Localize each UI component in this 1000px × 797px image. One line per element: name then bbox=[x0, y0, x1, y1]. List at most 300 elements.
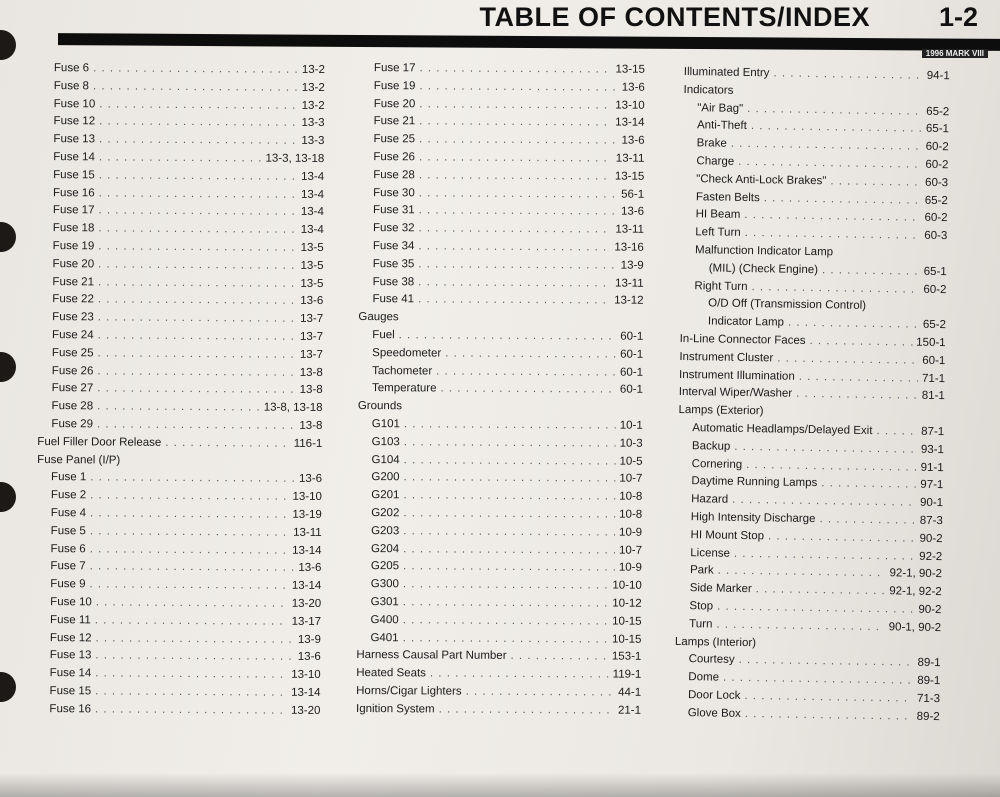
index-entry bbox=[54, 76, 325, 94]
entry-page-ref: 44-1 bbox=[618, 686, 642, 699]
entry-topic: Fuse 10 bbox=[53, 97, 96, 110]
entry-page-ref: 13-11 bbox=[615, 277, 644, 290]
entry-page-ref: 60-2 bbox=[925, 158, 949, 172]
index-entry bbox=[692, 418, 944, 438]
index-entry bbox=[697, 116, 949, 136]
entry-page-ref: 60-3 bbox=[925, 176, 949, 189]
entry-page-ref: 13-5 bbox=[300, 241, 324, 254]
index-entry bbox=[51, 503, 322, 521]
index-entry bbox=[696, 151, 948, 171]
entry-topic: Indicator Lamp bbox=[707, 315, 785, 329]
entry-topic: Lamps (Exterior) bbox=[678, 404, 764, 418]
page-subtitle: 1996 MARK VIII bbox=[922, 49, 988, 58]
index-entry bbox=[696, 205, 948, 225]
entry-page-ref: 87-3 bbox=[919, 514, 943, 528]
index-entry bbox=[692, 454, 944, 474]
index-entry bbox=[53, 218, 324, 236]
entry-topic: Fuse 14 bbox=[53, 151, 95, 164]
entry-topic: Fuse 14 bbox=[49, 667, 92, 680]
entry-topic: Fuse 32 bbox=[372, 222, 415, 235]
entry-topic: Fuse 21 bbox=[373, 115, 416, 128]
entry-topic: Fuse 22 bbox=[52, 293, 94, 306]
index-entry bbox=[679, 365, 945, 385]
dot-leader bbox=[723, 672, 913, 687]
dot-leader bbox=[418, 294, 610, 307]
dot-leader bbox=[732, 494, 916, 509]
dot-leader bbox=[97, 401, 260, 414]
index-entry bbox=[690, 561, 942, 581]
entry-page-ref: 10-9 bbox=[618, 561, 642, 575]
entry-topic: G200 bbox=[371, 471, 400, 484]
entry-topic: G204 bbox=[370, 542, 400, 555]
index-entry bbox=[696, 169, 948, 189]
entry-topic: Fuse 18 bbox=[52, 222, 95, 235]
index-entry bbox=[373, 200, 644, 218]
index-entry bbox=[53, 147, 324, 165]
entry-page-ref: 10-8 bbox=[619, 490, 643, 503]
entry-page-ref: 13-7 bbox=[299, 330, 324, 343]
entry-page-ref: 60-2 bbox=[924, 212, 948, 225]
entry-page-ref: 13-11 bbox=[615, 223, 644, 236]
index-entry bbox=[356, 663, 641, 681]
entry-page-ref: 13-11 bbox=[293, 526, 322, 539]
index-entry bbox=[52, 307, 323, 325]
entry-page-ref: 65-2 bbox=[922, 318, 946, 332]
entry-page-ref: 10-1 bbox=[619, 419, 643, 432]
entry-page-ref: 13-5 bbox=[300, 259, 324, 272]
dot-leader bbox=[821, 478, 916, 491]
dot-leader bbox=[441, 383, 616, 396]
entry-topic: Fuse 26 bbox=[373, 151, 415, 164]
entry-topic: Fuse 19 bbox=[373, 79, 416, 93]
index-entry bbox=[50, 645, 321, 663]
entry-page-ref: 60-1 bbox=[619, 383, 644, 397]
dot-leader bbox=[98, 294, 296, 307]
entry-topic: Fuse 31 bbox=[373, 204, 415, 217]
entry-page-ref: 13-3 bbox=[301, 135, 325, 148]
entry-topic: Fuse 19 bbox=[52, 240, 95, 253]
entry-page-ref: 13-16 bbox=[614, 241, 644, 254]
index-entry bbox=[675, 632, 941, 652]
index-column-1 bbox=[37, 58, 325, 717]
dot-leader bbox=[731, 138, 922, 153]
entry-page-ref: 119-1 bbox=[612, 668, 642, 681]
dot-leader bbox=[739, 654, 914, 669]
index-entry bbox=[695, 222, 947, 242]
index-entry bbox=[689, 596, 941, 616]
entry-page-ref: 90-2 bbox=[918, 603, 942, 617]
index-entry bbox=[51, 467, 322, 485]
entry-topic: Fuse 7 bbox=[50, 560, 86, 573]
entry-topic: In-Line Connector Faces bbox=[679, 332, 806, 347]
binder-hole bbox=[0, 352, 16, 382]
dot-leader bbox=[95, 703, 287, 716]
dot-leader bbox=[419, 151, 612, 164]
entry-topic: G205 bbox=[370, 560, 400, 573]
dot-leader bbox=[822, 264, 920, 278]
index-entry bbox=[708, 294, 946, 314]
entry-page-ref: 60-1 bbox=[620, 366, 644, 379]
entry-page-ref: 13-3, 13-18 bbox=[265, 152, 325, 165]
index-entry bbox=[50, 556, 321, 574]
entry-page-ref: 87-1 bbox=[921, 425, 945, 439]
binder-hole bbox=[0, 672, 16, 702]
index-entry bbox=[371, 467, 642, 485]
dot-leader bbox=[445, 347, 616, 360]
dot-leader bbox=[418, 258, 616, 271]
entry-page-ref: 13-6 bbox=[300, 295, 324, 308]
entry-topic: Speedometer bbox=[372, 346, 442, 360]
index-entry bbox=[371, 574, 642, 592]
entry-page-ref: 13-15 bbox=[615, 63, 645, 76]
index-entry bbox=[373, 165, 644, 183]
dot-leader bbox=[97, 365, 295, 378]
entry-topic: Horns/Cigar Lighters bbox=[356, 684, 462, 698]
entry-page-ref: 10-10 bbox=[612, 579, 642, 592]
entry-page-ref: 60-1 bbox=[620, 348, 644, 361]
entry-page-ref: 60-2 bbox=[923, 283, 947, 296]
index-entry bbox=[371, 556, 642, 574]
index-entry bbox=[50, 574, 321, 592]
dot-leader bbox=[809, 335, 912, 349]
entry-topic: Illuminated Entry bbox=[683, 65, 770, 80]
entry-topic: Fuse 24 bbox=[52, 329, 94, 342]
dot-leader bbox=[436, 365, 616, 378]
index-entry bbox=[53, 236, 324, 254]
dot-leader bbox=[419, 62, 611, 75]
index-entry bbox=[53, 200, 324, 218]
index-entry bbox=[688, 667, 940, 687]
entry-page-ref: 10-5 bbox=[619, 455, 643, 468]
entry-page-ref: 60-1 bbox=[620, 330, 644, 343]
entry-page-ref: 10-7 bbox=[619, 472, 643, 486]
entry-topic: Instrument Illumination bbox=[678, 368, 795, 383]
entry-page-ref: 13-11 bbox=[615, 152, 645, 165]
entry-page-ref: 13-3 bbox=[301, 117, 325, 130]
entry-page-ref: 13-10 bbox=[291, 668, 321, 682]
dot-leader bbox=[404, 436, 616, 449]
index-entry bbox=[52, 272, 323, 290]
entry-page-ref: 10-15 bbox=[611, 633, 642, 646]
entry-topic: Fuse 13 bbox=[49, 649, 92, 662]
index-entry bbox=[372, 432, 643, 450]
dot-leader bbox=[418, 223, 611, 236]
dot-leader bbox=[403, 614, 609, 627]
entry-page-ref: 13-6 bbox=[297, 651, 321, 664]
entry-page-ref: 65-2 bbox=[924, 194, 948, 207]
entry-page-ref: 13-6 bbox=[298, 473, 323, 486]
dot-leader bbox=[419, 205, 617, 218]
dot-leader bbox=[756, 583, 886, 597]
dot-leader bbox=[99, 187, 297, 200]
entry-topic: "Air Bag" bbox=[697, 101, 744, 115]
dot-leader bbox=[99, 169, 297, 182]
dot-leader bbox=[799, 370, 918, 384]
entry-page-ref: 65-1 bbox=[925, 123, 950, 136]
dot-leader bbox=[93, 62, 298, 75]
dot-leader bbox=[773, 67, 922, 81]
index-entry bbox=[689, 650, 941, 670]
entry-page-ref: 71-3 bbox=[916, 692, 941, 706]
entry-page-ref: 153-1 bbox=[611, 650, 642, 664]
entry-topic: Fuse 16 bbox=[49, 702, 92, 716]
entry-topic: Fuse 17 bbox=[373, 62, 416, 75]
entry-topic: Fuse 15 bbox=[53, 168, 95, 182]
entry-topic: Fuse 11 bbox=[50, 613, 91, 627]
entry-topic: Lamps (Interior) bbox=[674, 635, 757, 649]
entry-topic: Turn bbox=[689, 617, 713, 631]
index-entry bbox=[372, 361, 643, 379]
dot-leader bbox=[419, 169, 611, 182]
entry-topic: Dome bbox=[688, 671, 720, 684]
entry-topic: High Intensity Discharge bbox=[690, 511, 816, 526]
dot-leader bbox=[717, 601, 914, 616]
entry-topic: G400 bbox=[370, 613, 399, 627]
index-entry bbox=[373, 147, 644, 165]
entry-page-ref: 13-10 bbox=[292, 490, 322, 504]
dot-leader bbox=[98, 223, 296, 236]
entry-page-ref: 81-1 bbox=[921, 390, 945, 403]
entry-topic: Door Lock bbox=[687, 689, 741, 702]
index-entry bbox=[695, 240, 947, 260]
dot-leader bbox=[734, 547, 915, 562]
dot-leader bbox=[768, 530, 916, 544]
index-entry bbox=[373, 236, 644, 254]
index-entry bbox=[691, 472, 943, 492]
entry-topic: Fuse 4 bbox=[50, 507, 87, 520]
index-entry bbox=[53, 254, 324, 272]
index-entry bbox=[697, 133, 949, 153]
index-entry bbox=[690, 525, 942, 545]
entry-page-ref: 13-15 bbox=[614, 170, 645, 183]
index-entry bbox=[371, 521, 642, 539]
entry-page-ref: 13-8 bbox=[299, 419, 323, 432]
index-entry bbox=[371, 539, 642, 557]
index-entry bbox=[689, 614, 941, 634]
entry-topic: License bbox=[690, 546, 731, 560]
dot-leader bbox=[418, 276, 611, 289]
dot-leader bbox=[95, 632, 293, 645]
entry-topic: Fuse 1 bbox=[51, 471, 87, 484]
entry-topic: Heated Seats bbox=[356, 667, 426, 680]
index-entry bbox=[679, 347, 945, 367]
dot-leader bbox=[95, 650, 293, 663]
index-entry bbox=[374, 58, 645, 76]
entry-topic: Tachometer bbox=[372, 364, 433, 378]
index-entry bbox=[51, 485, 322, 503]
dot-leader bbox=[98, 258, 296, 271]
index-entry bbox=[688, 703, 940, 723]
entry-topic: Fuse 29 bbox=[51, 418, 94, 431]
index-entry bbox=[709, 258, 947, 278]
index-entry bbox=[372, 343, 643, 361]
entry-topic: Fuse Panel (I/P) bbox=[37, 453, 121, 467]
entry-topic: HI Beam bbox=[695, 208, 741, 222]
binder-hole bbox=[0, 222, 16, 252]
dot-leader bbox=[403, 632, 609, 645]
entry-page-ref: 10-9 bbox=[619, 526, 643, 539]
index-entry bbox=[692, 436, 944, 456]
dot-leader bbox=[734, 441, 917, 456]
entry-page-ref: 10-8 bbox=[619, 508, 643, 521]
index-column-3 bbox=[674, 62, 950, 723]
entry-topic: Indicators bbox=[683, 83, 734, 97]
entry-page-ref: 13-2 bbox=[301, 81, 325, 94]
entry-page-ref: 65-1 bbox=[923, 265, 947, 278]
entry-page-ref: 60-2 bbox=[925, 140, 949, 154]
entry-topic: Cornering bbox=[691, 457, 743, 471]
entry-topic: Side Marker bbox=[689, 582, 752, 596]
entry-page-ref: 10-3 bbox=[619, 437, 643, 450]
entry-page-ref: 13-6 bbox=[621, 81, 645, 94]
entry-topic: Backup bbox=[691, 439, 731, 453]
entry-topic: Harness Causal Part Number bbox=[356, 649, 507, 663]
entry-page-ref: 90-1, 90-2 bbox=[888, 621, 942, 634]
index-entry bbox=[50, 592, 321, 610]
entry-topic: "Check Anti-Lock Brakes" bbox=[696, 173, 827, 188]
index-entry bbox=[356, 645, 641, 663]
entry-page-ref: 93-1 bbox=[920, 443, 945, 456]
dot-leader bbox=[90, 472, 295, 485]
entry-topic: Interval Wiper/Washer bbox=[678, 386, 793, 401]
index-entry bbox=[373, 183, 644, 201]
index-entry bbox=[708, 312, 946, 332]
index-column-2 bbox=[355, 58, 645, 717]
index-entry bbox=[694, 276, 946, 296]
entry-topic: Fuse 25 bbox=[373, 133, 416, 146]
entry-page-ref: 13-7 bbox=[299, 348, 323, 361]
index-entry bbox=[51, 414, 322, 432]
entry-page-ref: 13-4 bbox=[300, 206, 324, 219]
binder-hole bbox=[0, 482, 16, 512]
index-entry bbox=[50, 610, 321, 628]
entry-page-ref: 13-6 bbox=[620, 205, 645, 219]
index-entry bbox=[680, 329, 946, 349]
entry-page-ref: 13-2 bbox=[301, 63, 325, 76]
index-entry bbox=[54, 58, 325, 76]
index-entry bbox=[54, 111, 325, 129]
index-entry bbox=[371, 485, 642, 503]
index-entry bbox=[356, 699, 641, 717]
dot-leader bbox=[751, 120, 922, 135]
entry-topic: Fuse 17 bbox=[52, 204, 95, 217]
index-entry bbox=[50, 663, 321, 681]
entry-page-ref: 150-1 bbox=[916, 336, 946, 350]
dot-leader bbox=[89, 579, 287, 592]
dot-leader bbox=[90, 525, 289, 538]
entry-topic: Fuse 27 bbox=[51, 382, 94, 395]
dot-leader bbox=[747, 103, 922, 118]
entry-topic: Courtesy bbox=[688, 653, 735, 667]
index-entry bbox=[37, 450, 322, 468]
dot-leader bbox=[746, 459, 917, 474]
entry-topic: Hazard bbox=[691, 493, 729, 506]
dot-leader bbox=[716, 618, 884, 633]
index-entry bbox=[54, 94, 325, 112]
index-entry bbox=[691, 489, 943, 509]
entry-topic: G202 bbox=[371, 507, 400, 520]
entry-page-ref: 94-1 bbox=[926, 69, 950, 83]
binder-hole bbox=[0, 30, 16, 60]
dot-leader bbox=[745, 708, 913, 723]
index-entry bbox=[50, 628, 321, 646]
entry-topic: G103 bbox=[371, 435, 400, 449]
index-entry bbox=[679, 382, 945, 402]
entry-topic: G300 bbox=[370, 578, 399, 591]
dot-leader bbox=[404, 472, 616, 485]
entry-page-ref: 92-1, 92-2 bbox=[889, 585, 942, 599]
entry-topic: G104 bbox=[371, 453, 400, 466]
entry-topic: Left Turn bbox=[695, 226, 741, 240]
entry-topic: Fuse 20 bbox=[52, 257, 95, 271]
dot-leader bbox=[99, 134, 297, 147]
entry-topic: Fuse 12 bbox=[53, 115, 96, 128]
entry-page-ref: 97-1 bbox=[920, 479, 944, 492]
index-entry bbox=[51, 521, 322, 539]
dot-leader bbox=[744, 209, 920, 224]
dot-leader bbox=[764, 192, 921, 206]
entry-page-ref: 13-2 bbox=[301, 99, 325, 112]
entry-page-ref: 13-9 bbox=[620, 259, 644, 272]
entry-page-ref: 13-14 bbox=[291, 686, 321, 699]
index-entry bbox=[371, 503, 642, 521]
entry-topic: Fuse 12 bbox=[49, 631, 92, 644]
dot-leader bbox=[98, 205, 296, 218]
entry-topic: Instrument Cluster bbox=[679, 350, 774, 365]
dot-leader bbox=[419, 134, 617, 147]
index-entry bbox=[372, 289, 643, 307]
dot-leader bbox=[403, 489, 615, 502]
index-entry bbox=[373, 254, 644, 272]
index-entry bbox=[52, 396, 323, 414]
entry-page-ref: 13-9 bbox=[297, 633, 321, 646]
entry-page-ref: 89-1 bbox=[917, 674, 941, 688]
entry-topic: Fuel bbox=[372, 329, 395, 342]
dot-leader bbox=[751, 281, 919, 296]
dot-leader bbox=[93, 80, 298, 93]
dot-leader bbox=[511, 650, 608, 663]
index-entry bbox=[50, 681, 321, 699]
index-entry bbox=[52, 378, 323, 396]
index-entry bbox=[53, 183, 324, 201]
entry-topic: Automatic Headlamps/Delayed Exit bbox=[692, 422, 873, 438]
page-shadow bbox=[0, 773, 1000, 797]
entry-topic: Fuel Filler Door Release bbox=[37, 435, 162, 449]
dot-leader bbox=[97, 347, 295, 360]
dot-leader bbox=[718, 565, 886, 580]
dot-leader bbox=[97, 418, 295, 431]
entry-topic: Fuse 23 bbox=[52, 311, 94, 324]
entry-page-ref: 13-19 bbox=[292, 508, 322, 521]
entry-topic: Grounds bbox=[357, 400, 403, 413]
entry-topic: Right Turn bbox=[694, 279, 748, 293]
entry-page-ref: 13-14 bbox=[292, 544, 322, 557]
entry-page-ref: 13-5 bbox=[300, 277, 324, 290]
dot-leader bbox=[830, 175, 921, 188]
dot-leader bbox=[819, 513, 915, 527]
entry-topic: Temperature bbox=[371, 382, 437, 395]
entry-page-ref: 71-1 bbox=[921, 372, 946, 385]
dot-leader bbox=[95, 614, 288, 627]
index-entry bbox=[374, 111, 645, 129]
index-entry bbox=[372, 450, 643, 468]
entry-page-ref: 92-1, 90-2 bbox=[889, 567, 943, 581]
index-entry bbox=[373, 129, 644, 147]
entry-page-ref: 13-20 bbox=[290, 704, 321, 717]
entry-topic: O/D Off (Transmission Control) bbox=[708, 297, 867, 313]
dot-leader bbox=[419, 116, 611, 129]
dot-leader bbox=[90, 490, 288, 503]
